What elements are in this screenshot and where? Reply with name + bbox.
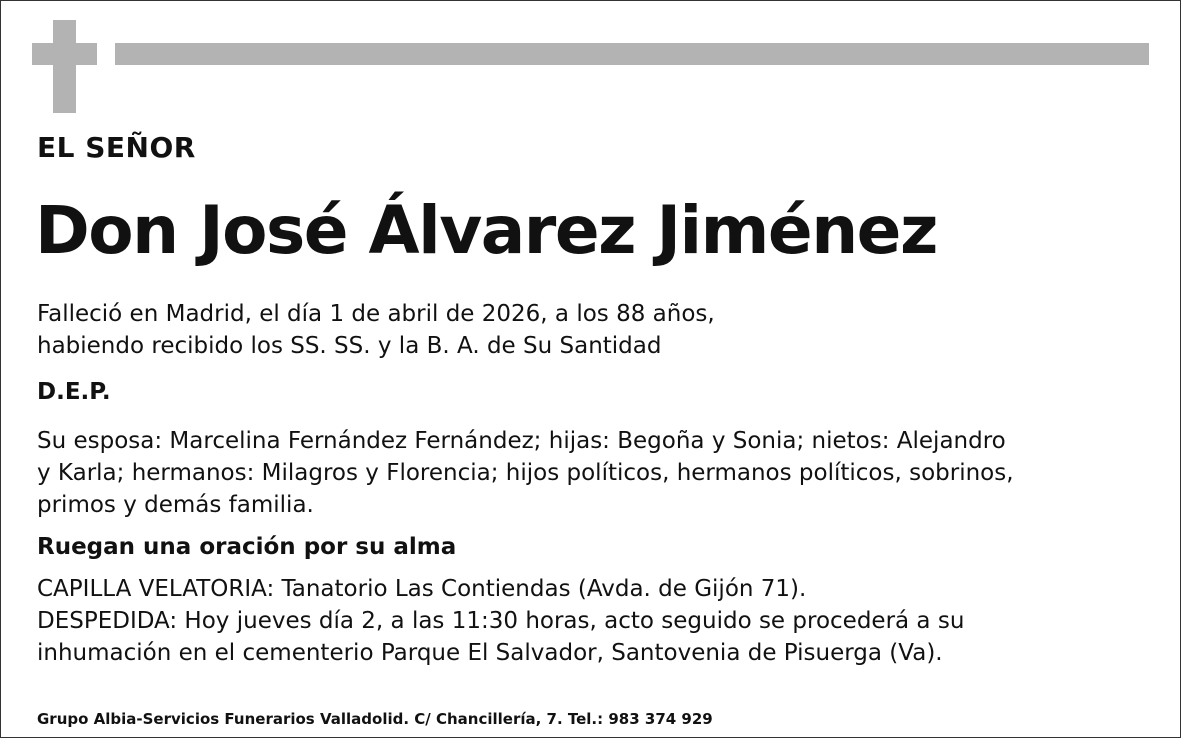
family-line: y Karla; hermanos: Milagros y Florencia; hijos políticos, hermanos políticos, sobrinos, bbox=[37, 460, 1014, 486]
family-line: primos y demás familia. bbox=[37, 492, 314, 518]
family-list bbox=[37, 425, 1014, 521]
service-line: inhumación en el cementerio Parque El Salvador, Santovenia de Pisuerga (Va). bbox=[37, 640, 943, 666]
deceased-name: Don José Álvarez Jiménez bbox=[35, 192, 937, 269]
death-line: Falleció en Madrid, el día 1 de abril de 2026, a los 88 años, bbox=[37, 301, 715, 327]
honorific: EL SEÑOR bbox=[37, 131, 196, 164]
service-line: CAPILLA VELATORIA: Tanatorio Las Contiendas (Avda. de Gijón 71). bbox=[37, 576, 807, 602]
death-details bbox=[37, 298, 715, 362]
header-rule bbox=[115, 43, 1149, 65]
service-line: DESPEDIDA: Hoy jueves día 2, a las 11:30 horas, acto seguido se procederá a su bbox=[37, 608, 965, 634]
family-line: Su esposa: Marcelina Fernández Fernández; hijas: Begoña y Sonia; nietos: Alejandro bbox=[37, 428, 1006, 454]
cross-horizontal-bar bbox=[32, 43, 97, 65]
service-details bbox=[37, 573, 964, 669]
prayer-request: Ruegan una oración por su alma bbox=[37, 534, 457, 560]
funeral-home-footer: Grupo Albia-Servicios Funerarios Valladolid. C/ Chancillería, 7. Tel.: 983 374 929 bbox=[37, 710, 713, 728]
death-line: habiendo recibido los SS. SS. y la B. A. de Su Santidad bbox=[37, 333, 662, 359]
cross-vertical-bar bbox=[53, 20, 76, 113]
rip-label: D.E.P. bbox=[37, 379, 111, 405]
